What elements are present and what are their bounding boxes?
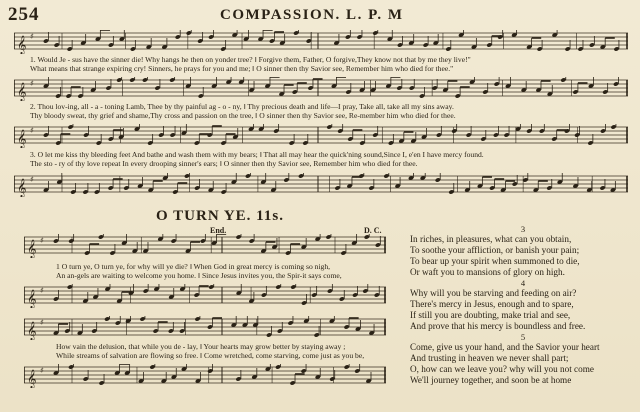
- svg-text:♯: ♯: [40, 366, 44, 375]
- verse-line: Why will you be starving and feeding on air?: [410, 288, 577, 298]
- lyric-line: 1. Would Je - sus have the sinner die! Why hangs he then on yonder tree? ‖ Forgive them, Father, O forgive,They know not that by me they live!": [30, 55, 471, 64]
- verse-line: And prove that his mercy is boundless and free.: [410, 321, 586, 331]
- svg-text:♯: ♯: [30, 32, 34, 41]
- lyric-line: An an-gels are waiting to welcome you home. ‖ Since Jesus invites you, the Spir-it says come,: [56, 271, 342, 280]
- verse-line: O, how can we leave you? why will you not come: [410, 364, 594, 374]
- svg-text:♯: ♯: [40, 236, 44, 245]
- svg-text:♯: ♯: [30, 175, 34, 184]
- lyric-line: While streams of salvation are flowing so free. ‖ Come wretched, come starving, come just as you be,: [56, 351, 365, 360]
- svg-text:♯: ♯: [40, 318, 44, 327]
- lyric-line: The sto - ry of thy love repeat In every drooping sinner's ears; ‖ O sinner then thy Savior see, Remember him who died for thee.: [30, 159, 418, 168]
- verse-number: 4: [520, 278, 526, 288]
- lyric-line: How vain the delusion, that while you de - lay, ‖ Your hearts may grow better by staying away ;: [56, 342, 346, 351]
- lyric-line: Thy bloody sweat, thy grief and shame,Thy cross and passion on the tree, ‖ O sinner then thy Savior see, Re-member him who died for thee.: [30, 111, 456, 120]
- svg-text:𝄞: 𝄞: [17, 82, 27, 101]
- verse-line: Or waft you to mansions of glory on high.: [410, 267, 565, 277]
- svg-text:𝄞: 𝄞: [27, 369, 37, 388]
- verse-line: If still you are doubting, make trial and see,: [410, 310, 571, 320]
- hymn-title-compassion: COMPASSION. L. P. M: [220, 7, 404, 23]
- svg-text:𝄞: 𝄞: [27, 321, 37, 340]
- verse-line: To bear up your spirit when summoned to die,: [410, 256, 580, 266]
- svg-text:𝄞: 𝄞: [17, 129, 27, 148]
- verse-number: 3: [520, 224, 526, 234]
- svg-text:𝄞: 𝄞: [27, 239, 37, 258]
- verse-number: 5: [520, 332, 526, 342]
- lyric-line: 2. Thou lov-ing, all - a - toning Lamb, Thee by thy painful ag - o - ny, ‖ Thy precious death and life—I pray, Take all, take all my sins away.: [30, 102, 454, 111]
- staff-lines: [14, 124, 628, 148]
- hymn-title-o-turn-ye: O TURN YE. 11s.: [156, 208, 284, 224]
- verse-line: In riches, in pleasures, what can you obtain,: [410, 234, 572, 244]
- lyric-line: What means that strange expiring cry! Sinners, he prays for you and me; ‖ O sinner then thy Savior see, Remember him who died for thee.": [30, 64, 454, 73]
- verse-line: Come, give us your hand, and the Savior your heart: [410, 342, 600, 352]
- lyric-line: 1 O turn ye, O turn ye, for why will ye die? ‖ When God in great mercy is coming so nigh,: [56, 262, 331, 271]
- lyric-line: 3. O let me kiss thy bleeding feet And bathe and wash them with my bears; ‖ That all may hear the quick'ning sound,Since I, e'en I have mercy found.: [30, 150, 484, 159]
- page-number: 254: [8, 4, 40, 25]
- music-staff: [24, 284, 386, 308]
- svg-text:♯: ♯: [30, 79, 34, 88]
- additional-verses: [410, 224, 636, 386]
- music-staff: [24, 316, 386, 340]
- staff-lines: [24, 316, 386, 340]
- verse: [410, 333, 636, 386]
- svg-text:♯: ♯: [30, 126, 34, 135]
- staff-lines: [24, 284, 386, 308]
- end-mark: End.: [210, 226, 227, 235]
- music-staff: [14, 173, 628, 197]
- music-staff: [14, 124, 628, 148]
- staff-lines: [14, 30, 628, 54]
- staff-lines: [24, 364, 386, 388]
- svg-text:♯: ♯: [40, 286, 44, 295]
- verse: [410, 225, 636, 278]
- svg-text:𝄞: 𝄞: [17, 178, 27, 197]
- staff-lines: [14, 173, 628, 197]
- dc-mark: D. C.: [364, 226, 382, 235]
- verse-line: There's mercy in Jesus, enough and to spare,: [410, 299, 574, 309]
- verse-line: To soothe your affliction, or banish your pain;: [410, 245, 580, 255]
- music-staff: [24, 364, 386, 388]
- music-staff: [24, 234, 386, 258]
- verse-line: And trusting in heaven we never shall part;: [410, 353, 569, 363]
- staff-lines: [24, 234, 386, 258]
- svg-text:𝄞: 𝄞: [17, 35, 27, 54]
- music-staff: [14, 77, 628, 101]
- music-staff: [14, 30, 628, 54]
- verse: [410, 279, 636, 332]
- verse-line: We'll journey together, and soon be at home: [410, 375, 572, 385]
- staff-lines: [14, 77, 628, 101]
- svg-text:𝄞: 𝄞: [27, 289, 37, 308]
